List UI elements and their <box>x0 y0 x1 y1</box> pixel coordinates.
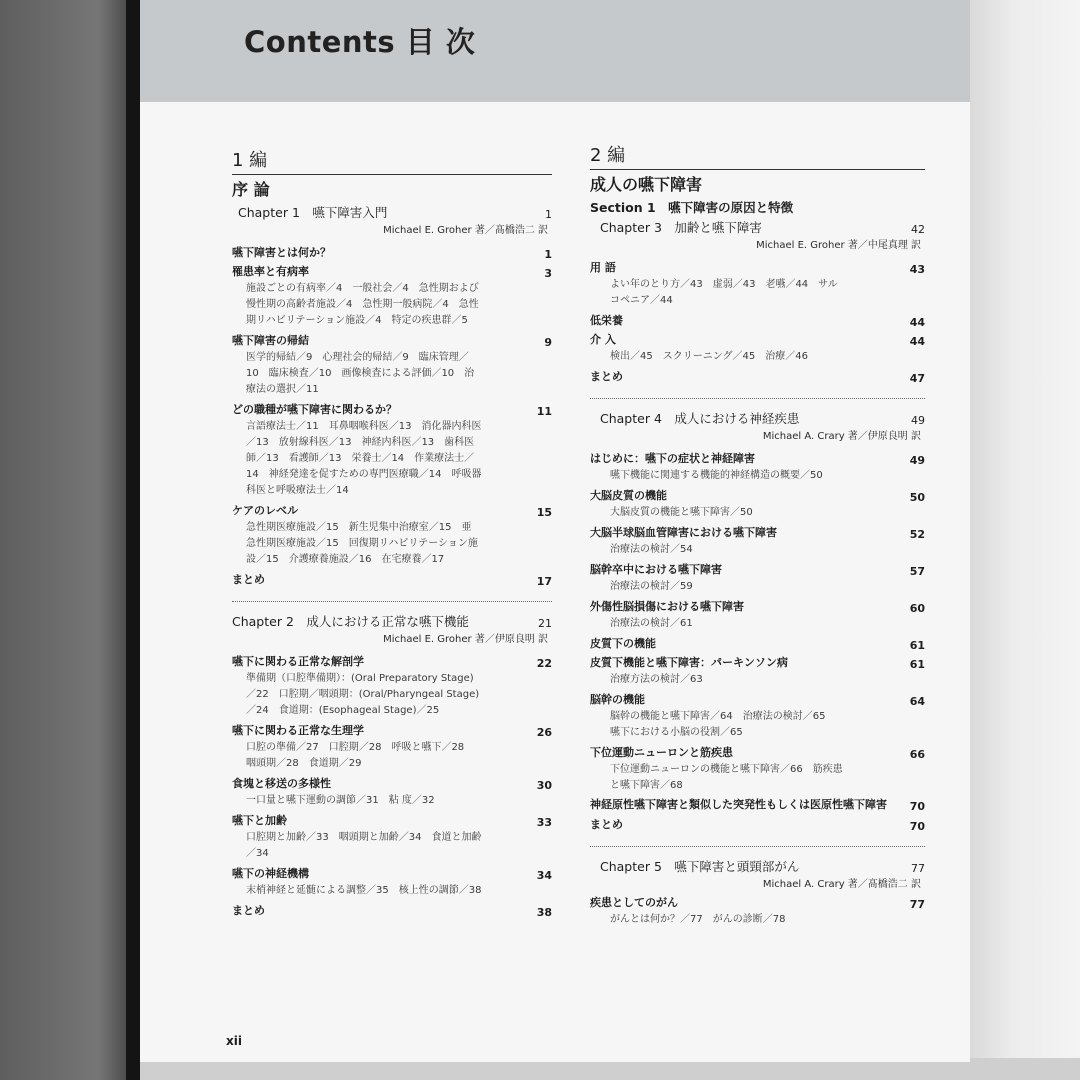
subsection-line: 期リハビリテーション施設／4 特定の疾患群／5 <box>246 315 468 326</box>
part-title: 序 論 <box>232 180 270 199</box>
subsection-line: よい年のとり方／43 虚弱／43 老嚥／44 サル <box>610 279 838 290</box>
subsection-list <box>232 830 552 862</box>
subsection-list <box>232 520 552 568</box>
subsection-list <box>590 542 925 558</box>
subsection-line: 準備期（口腔準備期）：(Oral Preparatory Stage) <box>246 673 474 684</box>
subsection-line: 咽頭期／28 食道期／29 <box>246 758 362 769</box>
section-page: 43 <box>909 263 925 276</box>
left-page-edge <box>0 0 140 1080</box>
section-entry[interactable] <box>232 262 552 281</box>
section-entry[interactable] <box>590 367 925 386</box>
section-title: 皮質下機能と嚥下障害：パーキンソン病 <box>590 656 788 669</box>
subsection-list <box>590 912 925 928</box>
section-page: 1 <box>544 248 552 261</box>
section-title: まとめ <box>232 904 265 917</box>
chapter-author: Michael E. Groher 著／髙橋浩二 訳 <box>383 225 548 236</box>
section-page: 15 <box>536 506 552 519</box>
section-title: はじめに：嚥下の症状と神経障害 <box>590 452 755 465</box>
section-entry[interactable] <box>590 815 925 834</box>
chapter-entry[interactable] <box>590 409 925 429</box>
section-entry[interactable] <box>590 743 925 762</box>
chapter-page: 21 <box>538 617 552 630</box>
section-entry[interactable] <box>590 653 925 672</box>
section-entry[interactable] <box>590 690 925 709</box>
subsection-line: 言語療法士／11 耳鼻咽喉科医／13 消化器内科医 <box>246 421 482 432</box>
section-title: 外傷性脳損傷における嚥下障害 <box>590 600 744 613</box>
section-page: 57 <box>909 565 925 578</box>
subsection-list <box>232 419 552 499</box>
subsection-list <box>590 616 925 632</box>
section-title: どの職種が嚥下障害に関わるか？ <box>232 403 397 416</box>
page-number: xii <box>226 1034 242 1048</box>
section-entry[interactable] <box>232 331 552 350</box>
section-page: 50 <box>909 491 925 504</box>
chapter-title: Chapter 1 嚥下障害入門 <box>238 205 388 220</box>
subsection-line: 施設ごとの有病率／4 一般社会／4 急性期および <box>246 283 479 294</box>
section-page: 26 <box>536 726 552 739</box>
subsection-line: 治療方法の検討／63 <box>610 674 703 685</box>
section-page: 3 <box>544 267 552 280</box>
subsection-line: ／24 食道期：(Esophageal Stage)／25 <box>246 705 440 716</box>
section-page: 64 <box>909 695 925 708</box>
section-entry[interactable] <box>590 311 925 330</box>
section-title: 介 入 <box>590 333 616 346</box>
subsection-line: 師／13 看護師／13 栄養士／14 作業療法士／ <box>246 453 475 464</box>
chapter-author: Michael E. Groher 著／中尾真理 訳 <box>756 240 921 251</box>
subsection-line: 下位運動ニューロンの機能と嚥下障害／66 筋疾患 <box>610 764 843 775</box>
subsection-line: 口腔の準備／27 口腔期／28 呼吸と嚥下／28 <box>246 742 465 753</box>
section-entry[interactable] <box>590 449 925 468</box>
subsection-line: ／34 <box>246 848 269 859</box>
chapter-entry[interactable] <box>590 857 925 877</box>
chapter-page: 77 <box>911 862 925 875</box>
section-page: 70 <box>909 820 925 833</box>
subsection-line: と嚥下障害／68 <box>610 780 683 791</box>
part-label: 2 編 <box>590 143 925 170</box>
chapter-title: Chapter 5 嚥下障害と頭頸部がん <box>600 859 800 874</box>
subsection-line: 医学的帰結／9 心理社会的帰結／9 臨床管理／ <box>246 352 469 363</box>
section-page: 38 <box>536 906 552 919</box>
section-title: 疾患としてのがん <box>590 896 678 909</box>
section-page: 44 <box>909 335 925 348</box>
section-entry[interactable] <box>232 501 552 520</box>
section-page: 11 <box>536 405 552 418</box>
section-entry[interactable] <box>232 243 552 262</box>
section-page: 60 <box>909 602 925 615</box>
subsection-list <box>590 709 925 741</box>
section-title: 嚥下障害とは何か？ <box>232 246 331 259</box>
section-page: 34 <box>536 869 552 882</box>
section-entry[interactable] <box>590 796 925 815</box>
subsection-line: 検出／45 スクリーニング／45 治療／46 <box>610 351 808 362</box>
subsection-line: 治療法の検討／61 <box>610 618 693 629</box>
subsection-line: 急性期医療施設／15 回復期リハビリテーション施 <box>246 538 478 549</box>
section-entry[interactable] <box>232 864 552 883</box>
section-entry[interactable] <box>590 634 925 653</box>
subsection-line: 嚥下機能に関連する機能的神経構造の概要／50 <box>610 470 823 481</box>
section-title: 神経原性嚥下障害と類似した突発性もしくは医原性嚥下障害 <box>590 798 887 811</box>
left-column <box>232 148 552 920</box>
subsection-list <box>590 762 925 794</box>
subsection-list <box>232 671 552 719</box>
section-entry[interactable] <box>590 560 925 579</box>
subsection-line: 14 神経発達を促すための専門医療職／14 呼吸器 <box>246 469 482 480</box>
subsection-line: 科医と呼吸療法士／14 <box>246 485 349 496</box>
section-entry[interactable] <box>590 523 925 542</box>
subsection-list <box>590 505 925 521</box>
subsection-list <box>232 350 552 398</box>
chapter-entry[interactable] <box>232 203 552 223</box>
subsection-line: 口腔期と加齢／33 咽頭期と加齢／34 食道と加齢 <box>246 832 482 843</box>
chapter-author: Michael A. Crary 著／髙橋浩二 訳 <box>762 879 921 890</box>
section-entry[interactable] <box>590 893 925 912</box>
section-title: まとめ <box>590 818 623 831</box>
chapter-divider <box>590 398 925 399</box>
subsection-list <box>590 349 925 365</box>
section-entry[interactable] <box>232 721 552 740</box>
subsection-line: コペニア／44 <box>610 295 673 306</box>
book-spine <box>126 0 140 1080</box>
section-title: 低栄養 <box>590 314 623 327</box>
chapter-title: Chapter 3 加齢と嚥下障害 <box>600 220 762 235</box>
chapter-page: 49 <box>911 414 925 427</box>
section-entry[interactable] <box>590 258 925 277</box>
section-page: 9 <box>544 336 552 349</box>
chapter-page: 42 <box>911 223 925 236</box>
subsection-list <box>232 793 552 809</box>
section-title: 脳幹卒中における嚥下障害 <box>590 563 722 576</box>
section-page: 30 <box>536 779 552 792</box>
section-entry[interactable] <box>590 486 925 505</box>
chapter-author: Michael A. Crary 著／伊原良明 訳 <box>762 431 921 442</box>
section-title: まとめ <box>232 573 265 586</box>
contents-page <box>140 0 970 1062</box>
section-title: 皮質下の機能 <box>590 637 656 650</box>
subsection-line: 大脳皮質の機能と嚥下障害／50 <box>610 507 753 518</box>
subsection-list <box>232 883 552 899</box>
section-entry[interactable] <box>232 811 552 830</box>
section-title: ケアのレベル <box>232 504 298 517</box>
subsection-list <box>232 740 552 772</box>
subsection-line: 脳幹の機能と嚥下障害／64 治療法の検討／65 <box>610 711 826 722</box>
chapter-divider <box>232 601 552 602</box>
subsection-line: 慢性期の高齢者施設／4 急性期一般病院／4 急性 <box>246 299 479 310</box>
subsection-line: 治療法の検討／59 <box>610 581 693 592</box>
subsection-line: 10 臨床検査／10 画像検査による評価／10 治 <box>246 368 475 379</box>
section-page: 52 <box>909 528 925 541</box>
section-title: 大脳皮質の機能 <box>590 489 667 502</box>
section-entry[interactable] <box>590 597 925 616</box>
section-title: 嚥下に関わる正常な生理学 <box>232 724 364 737</box>
subsection-line: 治療法の検討／54 <box>610 544 693 555</box>
chapter-page: 1 <box>545 208 552 221</box>
section-title: 食塊と移送の多様性 <box>232 777 331 790</box>
section-entry[interactable] <box>232 400 552 419</box>
section-title: 下位運動ニューロンと筋疾患 <box>590 746 733 759</box>
section-page: 49 <box>909 454 925 467</box>
subsection-line: 設／15 介護療養施設／16 在宅療養／17 <box>246 554 445 565</box>
section-page: 61 <box>909 639 925 652</box>
section-title: 用 語 <box>590 261 616 274</box>
section-page: 17 <box>536 575 552 588</box>
subsection-line: ／22 口腔期／咽頭期：(Oral/Pharyngeal Stage) <box>246 689 480 700</box>
subsection-list <box>590 468 925 484</box>
subsection-line: 療法の選択／11 <box>246 384 319 395</box>
subsection-list <box>232 281 552 329</box>
chapter-entry[interactable] <box>232 612 552 632</box>
section-entry[interactable] <box>232 652 552 671</box>
section-heading: Section 1 嚥下障害の原因と特徴 <box>590 200 794 215</box>
section-page: 33 <box>536 816 552 829</box>
subsection-list <box>590 672 925 688</box>
subsection-line: 一口量と嚥下運動の調節／31 粘 度／32 <box>246 795 435 806</box>
section-title: 嚥下の神経機構 <box>232 867 309 880</box>
subsection-line: 嚥下における小脳の役割／65 <box>610 727 743 738</box>
subsection-line: ／13 放射線科医／13 神経内科医／13 歯科医 <box>246 437 475 448</box>
chapter-divider <box>590 846 925 847</box>
section-page: 22 <box>536 657 552 670</box>
section-entry[interactable] <box>232 570 552 589</box>
section-title: 嚥下と加齢 <box>232 814 287 827</box>
chapter-title: Chapter 2 成人における正常な嚥下機能 <box>232 614 469 629</box>
part-title: 成人の嚥下障害 <box>590 175 703 194</box>
section-page: 70 <box>909 800 925 813</box>
chapter-title: Chapter 4 成人における神経疾患 <box>600 411 800 426</box>
subsection-line: がんとは何か？／77 がんの診断／78 <box>610 914 786 925</box>
chapter-entry[interactable] <box>590 218 925 238</box>
section-title: 脳幹の機能 <box>590 693 645 706</box>
chapter-author: Michael E. Groher 著／伊原良明 訳 <box>383 634 548 645</box>
page-title: Contents 目 次 <box>244 25 476 59</box>
section-page: 47 <box>909 372 925 385</box>
section-entry[interactable] <box>590 330 925 349</box>
section-title: 嚥下障害の帰結 <box>232 334 309 347</box>
section-page: 66 <box>909 748 925 761</box>
page-stack-edge <box>968 0 1080 1080</box>
section-title: 罹患率と有病率 <box>232 265 309 278</box>
subsection-list <box>590 579 925 595</box>
section-page: 44 <box>909 316 925 329</box>
section-title: 嚥下に関わる正常な解剖学 <box>232 655 364 668</box>
section-title: まとめ <box>590 370 623 383</box>
section-title: 大脳半球脳血管障害における嚥下障害 <box>590 526 777 539</box>
subsection-line: 末梢神経と延髄による調整／35 核上性の調節／38 <box>246 885 482 896</box>
section-entry[interactable] <box>232 774 552 793</box>
section-page: 61 <box>909 658 925 671</box>
section-page: 77 <box>909 898 925 911</box>
right-column <box>590 143 925 930</box>
part-label: 1 編 <box>232 148 552 175</box>
subsection-line: 急性期医療施設／15 新生児集中治療室／15 亜 <box>246 522 472 533</box>
section-entry[interactable] <box>232 901 552 920</box>
subsection-list <box>590 277 925 309</box>
